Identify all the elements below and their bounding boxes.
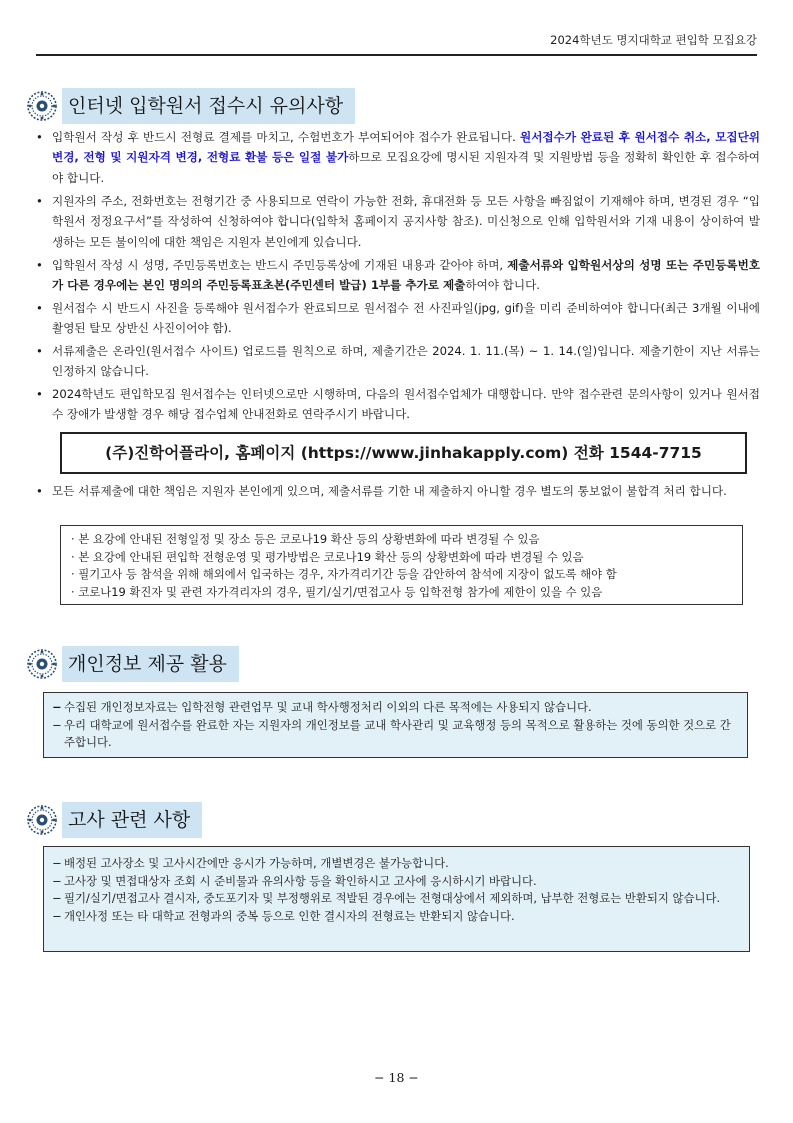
highlight-text: 원서접수가 완료된 후 원서접수 취소, 모집단위 변경, 전형 및 지원자격 변경, 전형료 환불 등은 일절 불가	[52, 130, 760, 165]
university-crest-icon	[26, 90, 58, 122]
bullet-text: 서류제출은 온라인(원서접수 사이트) 업로드를 원칙으로 하며, 제출기간은 2024. 1. 11.(목) ~ 1. 14.(일)입니다. 제출기한이 지난 서류는 인정하지 않습니다.	[52, 344, 760, 379]
item-text: 개인사정 또는 타 대학교 전형과의 중복 등으로 인한 결시자의 전형료는 반환되지 않습니다.	[64, 908, 515, 923]
exam-info-box	[43, 846, 750, 952]
notice-line: · 본 요강에 안내된 편입학 전형운영 및 평가방법은 코로나19 확산 등의 상황변화에 따라 변경될 수 있음	[71, 549, 584, 564]
bullet-icon: •	[36, 130, 43, 144]
notice-line: · 필기고사 등 참석을 위해 해외에서 입국하는 경우, 자가격리기간 등을 감안하여 참석에 지장이 없도록 해야 함	[71, 567, 617, 581]
list-item: − 고사장 및 면접대상자 조회 시 준비물과 유의사항 등을 확인하시고 고사에 응시하시기 바랍니다.	[52, 873, 537, 888]
list-item	[36, 481, 760, 501]
list-item	[36, 384, 760, 425]
list-item	[36, 255, 760, 296]
notice-line: · 코로나19 확진자 및 관련 자가격리자의 경우, 필기/실기/면접고사 등 입학전형 참가에 제한이 있을 수 있음	[71, 584, 603, 599]
list-item: − 개인사정 또는 타 대학교 전형과의 중복 등으로 인한 결시자의 전형료는 반환되지 않습니다.	[52, 908, 515, 923]
item-text: 필기/실기/면접고사 결시자, 중도포기자 및 부정행위로 적발된 경우에는 전형대상에서 제외하며, 납부한 전형료는 반환되지 않습니다.	[64, 891, 721, 905]
bullet-text: 지원자의 주소, 전화번호는 전형기간 중 사용되므로 연락이 가능한 전화, 휴대전화 등 모든 사항을 빠짐없이 기재해야 하며, 변경된 경우 “입학원서 정정요구서”를 작성하여 신청하여야 합니다(입학처 홈페이지 공지사항 참조). 미신청으로 인해 입학원서와 기재 내용이 상이하여 발생하는 모든 불이익에 대한 책임은 지원자 본인에게 있습니다.	[52, 194, 760, 249]
section-title: 개인정보 제공 활용	[62, 646, 239, 682]
page-header	[36, 30, 757, 56]
notice-line: · 본 요강에 안내된 전형일정 및 장소 등은 코로나19 확산 등의 상황변화에 따라 변경될 수 있음	[71, 532, 540, 546]
covid-notice-box	[60, 525, 743, 605]
list-item	[36, 127, 760, 188]
list-item: − 우리 대학교에 원서접수를 완료한 자는 지원자의 개인정보를 교내 학사관리 및 교육행정 등의 목적으로 활용하는 것에 동의한 것으로 간주합니다.	[52, 717, 731, 749]
bullet-text: 원서접수 시 반드시 사진을 등록해야 원서접수가 완료되므로 원서접수 전 사진파일(jpg, gif)을 미리 준비하여야 합니다(최근 3개월 이내에 촬영된 탈모 상반신 사진이어야 함).	[52, 301, 760, 336]
list-item: − 수집된 개인정보자료는 입학전형 관련업무 및 교내 학사행정처리 이외의 다른 목적에는 사용되지 않습니다.	[52, 700, 592, 714]
vendor-info-box: (주)진학어플라이, 홈페이지 (https://www.jinhakapply.com) 전화 1544-7715	[60, 432, 747, 474]
bullet-icon: •	[36, 387, 43, 401]
bullet-text: 하므로 모집요강에 명시된 지원자격 및 지원방법 등을 정확히 확인한 후 접수하여야 합니다.	[52, 150, 760, 185]
item-text: 수집된 개인정보자료는 입학전형 관련업무 및 교내 학사행정처리 이외의 다른 목적에는 사용되지 않습니다.	[64, 700, 592, 714]
bullet-icon: •	[36, 194, 43, 208]
university-crest-icon	[26, 804, 58, 836]
section-title: 고사 관련 사항	[62, 802, 202, 838]
section-title: 인터넷 입학원서 접수시 유의사항	[62, 88, 355, 124]
bullet-text: 모든 서류제출에 대한 책임은 지원자 본인에게 있으며, 제출서류를 기한 내 제출하지 아니할 경우 별도의 통보없이 불합격 처리 합니다.	[52, 484, 727, 498]
item-text: 우리 대학교에 원서접수를 완료한 자는 지원자의 개인정보를 교내 학사관리 및 교육행정 등의 목적으로 활용하는 것에 동의한 것으로 간주합니다.	[64, 717, 731, 749]
bullet-text: 하여야 합니다.	[465, 278, 540, 293]
item-text: 고사장 및 면접대상자 조회 시 준비물과 유의사항 등을 확인하시고 고사에 응시하시기 바랍니다.	[64, 873, 537, 888]
bullet-icon: •	[36, 484, 43, 498]
list-item	[36, 341, 760, 382]
list-item: − 배정된 고사장소 및 고사시간에만 응시가 가능하며, 개별변경은 불가능합니다.	[52, 856, 449, 870]
item-text: 배정된 고사장소 및 고사시간에만 응시가 가능하며, 개별변경은 불가능합니다.	[64, 856, 449, 870]
list-item	[36, 191, 760, 252]
bullet-icon: •	[36, 344, 43, 358]
bullet-icon: •	[36, 301, 43, 315]
list-item: − 필기/실기/면접고사 결시자, 중도포기자 및 부정행위로 적발된 경우에는 전형대상에서 제외하며, 납부한 전형료는 반환되지 않습니다.	[52, 891, 721, 905]
header-title: 2024학년도 명지대학교 편입학 모집요강	[550, 33, 757, 47]
bullet-text: 입학원서 작성 시 성명, 주민등록번호는 반드시 주민등록상에 기재된 내용과 같아야 하며,	[52, 258, 508, 272]
privacy-info-box	[43, 692, 748, 758]
bold-text: 제출서류와 입학원서상의 성명 또는 주민등록번호가 다른 경우에는 본인 명의의 주민등록표초본(주민센터 발급) 1부를 추가로 제출	[52, 258, 760, 293]
bullet-icon: •	[36, 258, 43, 272]
page-number: − 18 −	[374, 1070, 419, 1085]
list-item	[36, 298, 760, 339]
university-crest-icon	[26, 648, 58, 680]
bullet-text: 입학원서 작성 후 반드시 전형료 결제를 마치고, 수험번호가 부여되어야 접수가 완료됩니다.	[52, 130, 521, 144]
bullet-text: 2024학년도 편입학모집 원서접수는 인터넷으로만 시행하며, 다음의 원서접수업체가 대행합니다. 만약 접수관련 문의사항이 있거나 원서접수 장애가 발생할 경우 해당 접수업체 안내전화로 연락주시기 바랍니다.	[52, 387, 760, 422]
